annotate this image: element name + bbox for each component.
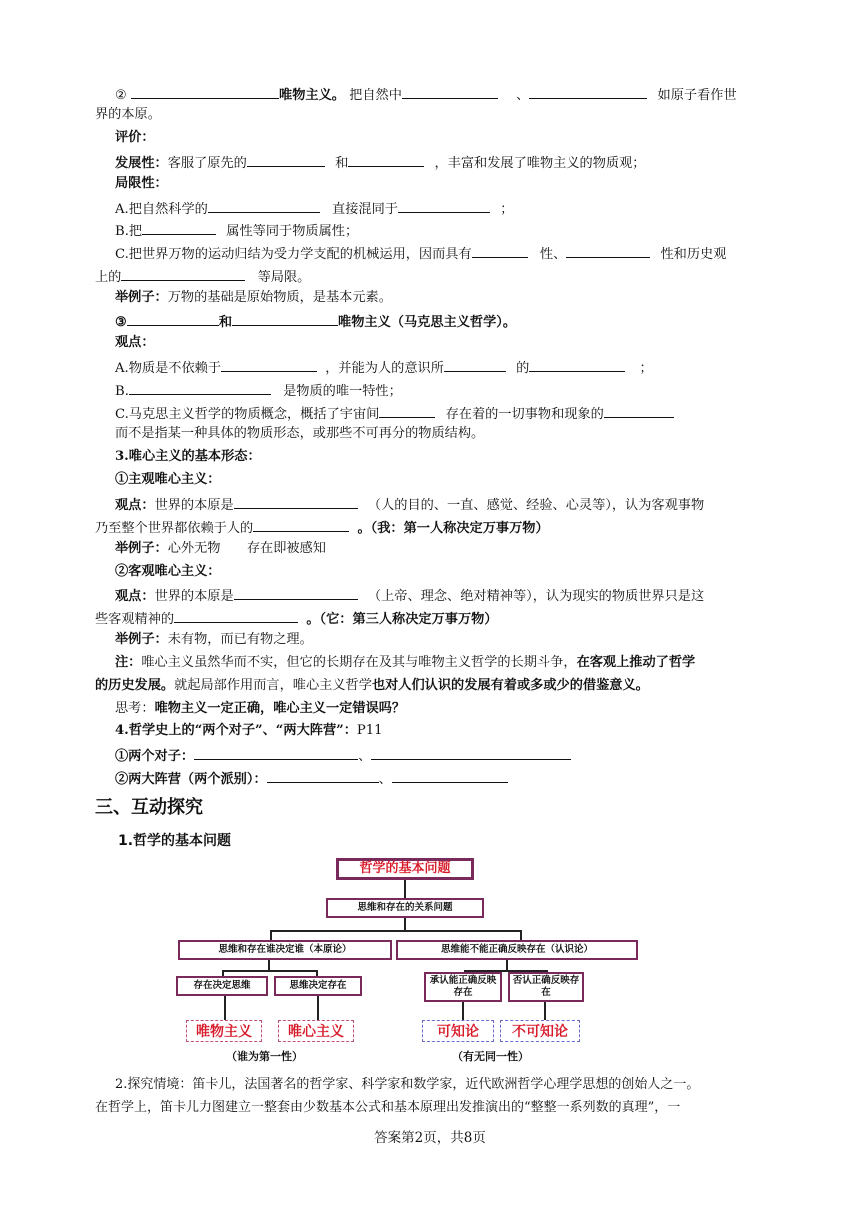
text: 些客观精神的 <box>95 612 175 627</box>
text: ，并能为人的意识所 <box>325 361 444 376</box>
text-line <box>115 357 653 378</box>
text-line <box>115 425 484 443</box>
text: 注： <box>115 655 142 670</box>
text: 3.唯心主义的基本形态： <box>115 449 261 464</box>
text: 、 <box>516 88 530 103</box>
caption-right: （有无同一性） <box>452 1050 529 1063</box>
text: 举例子： <box>115 541 168 556</box>
text-line <box>115 334 155 352</box>
result-unknowable: 不可知论 <box>500 1020 580 1042</box>
connector-line <box>544 1002 546 1020</box>
text: 。（它：第三人称决定万事万物） <box>306 612 498 627</box>
text-line <box>115 152 645 173</box>
text: 等局限。 <box>257 270 311 285</box>
text-line <box>115 631 313 649</box>
text: 唯物主义一定正确，唯心主义一定错误吗？ <box>154 701 406 716</box>
paragraph-line: 在哲学上，笛卡儿力图建立一整套由少数基本公式和基本原理出发推演出的“整整一系列数的真理”，一 <box>95 1100 681 1115</box>
text-line <box>95 106 161 124</box>
blank <box>529 357 625 372</box>
text: 、 <box>358 749 372 764</box>
text: 4.哲学史上的“两个对子”、“两大阵营”： <box>115 723 357 738</box>
text: 评价： <box>115 130 155 145</box>
blank <box>247 152 325 167</box>
text: 局限性： <box>115 176 168 191</box>
text-line <box>115 198 513 219</box>
blank <box>379 403 435 418</box>
text: ，丰富和发展了唯物主义的物质观； <box>434 156 646 171</box>
text: 是物质的唯一特性； <box>283 384 402 399</box>
text-line <box>115 471 221 489</box>
text: 在客观上推动了哲学 <box>576 655 696 670</box>
text: 观点： <box>115 335 155 350</box>
connector-line <box>268 960 270 970</box>
diagram-node-rl: 承认能正确反映存在 <box>424 972 502 1002</box>
text-line <box>95 608 498 629</box>
text: A.把自然科学的 <box>115 202 208 217</box>
text-line <box>115 403 674 424</box>
text-line <box>115 540 326 558</box>
text: ②两大阵营（两个派别）： <box>115 772 267 787</box>
text: 把自然中 <box>349 88 402 103</box>
text: 性和历史观 <box>660 247 727 262</box>
text: B.把 <box>115 224 143 239</box>
text: A.物质是不依赖于 <box>115 361 222 376</box>
text: 唯物主义。 <box>279 88 345 103</box>
text: 的 <box>516 361 530 376</box>
blank <box>131 84 279 99</box>
text-line <box>115 129 155 147</box>
blank <box>392 768 508 783</box>
text: 心外无物 存在即被感知 <box>167 541 326 556</box>
text: 举例子： <box>115 632 168 647</box>
text: 直接混同于 <box>332 202 398 217</box>
blank <box>566 243 650 258</box>
connector-line <box>317 996 319 1020</box>
caption-left: （谁为第一性） <box>226 1050 303 1063</box>
blank <box>221 357 317 372</box>
result-materialism: 唯物主义 <box>186 1020 262 1042</box>
blank <box>121 266 245 281</box>
blank <box>142 220 216 235</box>
text: （上帝、理念、绝对精神等），认为现实的物质世界只是这 <box>367 589 705 604</box>
text: P11 <box>356 723 383 738</box>
blank <box>348 152 424 167</box>
text: 观点： <box>115 498 155 513</box>
text-line <box>115 289 392 307</box>
page-footer: 答案第2页，共8页 <box>374 1130 486 1146</box>
diagram-node-lr: 思维决定存在 <box>274 976 362 996</box>
blank <box>267 768 379 783</box>
text: ②客观唯心主义： <box>115 564 221 579</box>
text: ①两个对子： <box>115 749 195 764</box>
connector-line <box>404 918 406 930</box>
text-line <box>115 220 358 241</box>
text-line <box>115 745 571 766</box>
text-line <box>115 768 508 789</box>
text: （人的目的、一直、感觉、经验、心灵等），认为客观事物 <box>367 498 705 513</box>
text-line <box>115 722 383 740</box>
result-idealism: 唯心主义 <box>278 1020 354 1042</box>
text: B. <box>115 384 129 399</box>
text: ； <box>639 361 653 376</box>
subsection-title: 1.哲学的基本问题 <box>118 833 232 849</box>
diagram-node-rr: 否认正确反映存在 <box>508 972 584 1002</box>
blank <box>398 198 490 213</box>
blank <box>234 585 358 600</box>
text-line <box>95 677 649 695</box>
diagram-left-question: 思维和存在谁决定谁（本原论） <box>178 940 392 960</box>
paragraph-line: 2.探究情境：笛卡儿，法国著名的哲学家、科学家和数学家，近代欧洲哲学心理学思想的创始人之一。 <box>115 1077 700 1092</box>
blank <box>174 608 298 623</box>
text: 观点： <box>115 589 155 604</box>
text: 界的本原。 <box>95 107 161 122</box>
text: 如原子看作世 <box>657 88 737 103</box>
blank <box>194 745 358 760</box>
blank <box>234 494 358 509</box>
text: 上的 <box>95 270 122 285</box>
text-line <box>115 84 737 105</box>
text-line <box>115 380 402 401</box>
connector-line <box>270 930 272 940</box>
text: 就起局部作用而言，唯心主义哲学 <box>174 678 372 693</box>
text: ② <box>115 88 127 103</box>
text: 和 <box>335 156 349 171</box>
text-line <box>115 494 704 515</box>
blank <box>253 517 349 532</box>
diagram-title: 哲学的基本问题 <box>336 858 474 880</box>
text: 乃至整个世界都依赖于人的 <box>95 521 254 536</box>
connector-line <box>506 960 508 970</box>
blank <box>402 84 498 99</box>
result-knowable: 可知论 <box>422 1020 494 1042</box>
blank <box>472 243 528 258</box>
text-line <box>115 563 221 581</box>
blank <box>127 311 219 326</box>
text-line <box>115 243 726 264</box>
text: C.马克思主义哲学的物质概念，概括了宇宙间 <box>115 407 380 422</box>
text: 和 <box>218 315 233 330</box>
text: 万物的基础是原始物质，是基本元素。 <box>167 290 392 305</box>
text: 思考： <box>115 701 155 716</box>
text: 世界的本原是 <box>154 498 234 513</box>
text: 、 <box>378 772 392 787</box>
text: 世界的本原是 <box>154 589 234 604</box>
connector-line <box>520 930 522 940</box>
connector-line <box>462 1002 464 1020</box>
text: 唯心主义虽然华而不实，但它的长期存在及其与唯物主义哲学的长期斗争， <box>141 655 577 670</box>
blank <box>208 198 320 213</box>
blank <box>371 745 571 760</box>
text-line <box>115 311 516 332</box>
connector-line <box>222 970 318 972</box>
connector-line <box>404 880 406 898</box>
connector-line <box>224 996 226 1020</box>
text-line <box>115 700 405 718</box>
connector-line <box>270 930 522 932</box>
blank <box>232 311 338 326</box>
diagram-right-question: 思维能不能正确反映存在（认识论） <box>396 940 638 960</box>
text: 性、 <box>539 247 567 262</box>
text-line <box>115 654 695 672</box>
text-line <box>115 448 261 466</box>
blank <box>129 380 271 395</box>
text-line <box>115 585 704 606</box>
text: 客服了原先的 <box>167 156 247 171</box>
text: 。（我：第一人称决定万事万物） <box>357 521 549 536</box>
diagram-node-ll: 存在决定思维 <box>176 976 268 996</box>
text: ①主观唯心主义： <box>115 472 221 487</box>
section-title: 三、互动探究 <box>95 797 203 818</box>
text: 也对人们认识的发展有着或多或少的借鉴意义。 <box>371 678 649 693</box>
text: 唯物主义（马克思主义哲学）。 <box>338 315 517 330</box>
text: 而不是指某一种具体的物质形态，或那些不可再分的物质结构。 <box>115 426 485 441</box>
blank <box>529 84 647 99</box>
text: 未有物，而已有物之理。 <box>167 632 313 647</box>
diagram-relation-box: 思维和存在的关系问题 <box>326 898 484 918</box>
text: ③ <box>115 315 127 330</box>
text: 的历史发展。 <box>95 678 175 693</box>
text: 属性等同于物质属性； <box>226 224 359 239</box>
text: C.把世界万物的运动归结为受力学支配的机械运用，因而具有 <box>115 247 472 262</box>
text: 发展性： <box>115 156 168 171</box>
text-line <box>95 517 549 538</box>
blank <box>604 403 674 418</box>
text-line <box>95 266 310 287</box>
text-line <box>115 175 168 193</box>
text: ； <box>500 202 514 217</box>
text: 存在着的一切事物和现象的 <box>445 407 604 422</box>
text: 举例子： <box>115 290 168 305</box>
blank <box>444 357 506 372</box>
